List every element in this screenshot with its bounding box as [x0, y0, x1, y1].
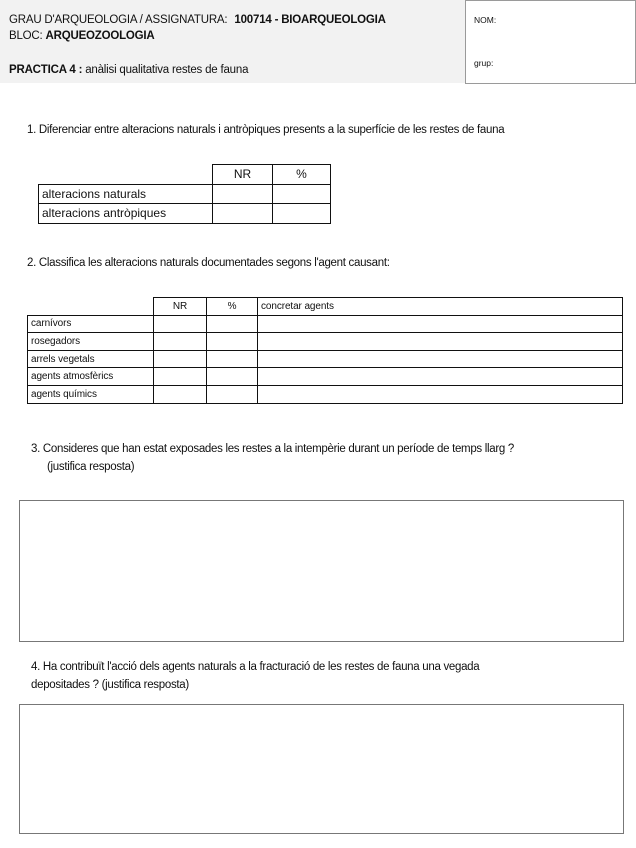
nr-cell[interactable]: [154, 368, 207, 386]
table-header-row: [39, 165, 331, 185]
row-label: alteracions antròpiques: [39, 204, 213, 224]
row-label: rosegadors: [28, 333, 154, 351]
nr-cell[interactable]: [154, 315, 207, 333]
table-row: [28, 315, 623, 333]
agents-cell[interactable]: [258, 385, 623, 403]
table-row: [39, 184, 331, 204]
row-label: agents químics: [28, 385, 154, 403]
question-3-text: 3. Consideres que han estat exposades les restes a la intempèrie durant un període de temps llarg ?: [31, 443, 515, 455]
header-nr: NR: [154, 298, 207, 316]
question-1-text: 1. Diferenciar entre alteracions naturals i antròpiques presents a la superfície de les restes de fauna: [27, 124, 505, 136]
agents-cell[interactable]: [258, 350, 623, 368]
practica-line: [9, 64, 248, 76]
table-header-row: [28, 298, 623, 316]
natural-anthropic-table: [38, 164, 331, 224]
table-row: [28, 333, 623, 351]
nr-cell[interactable]: [213, 204, 273, 224]
percent-cell[interactable]: [207, 350, 258, 368]
row-label: arrels vegetals: [28, 350, 154, 368]
answer-box-3[interactable]: [19, 500, 624, 642]
agents-table: [27, 297, 623, 404]
course-code: 100714 - BIOARQUEOLOGIA: [234, 14, 386, 26]
agents-cell[interactable]: [258, 333, 623, 351]
student-info-box: [465, 0, 636, 84]
table-row: [28, 368, 623, 386]
bloc-value: ARQUEOZOOLOGIA: [45, 30, 155, 42]
practica-value: anàlisi qualitativa restes de fauna: [85, 64, 249, 76]
course-prefix: GRAU D'ARQUEOLOGIA / ASSIGNATURA:: [9, 14, 228, 26]
table-row: [39, 204, 331, 224]
row-label: alteracions naturals: [39, 184, 213, 204]
percent-cell[interactable]: [273, 184, 331, 204]
agents-cell[interactable]: [258, 368, 623, 386]
header-nr: NR: [213, 165, 273, 185]
header-agents: concretar agents: [258, 298, 623, 316]
table-row: [28, 385, 623, 403]
header-percent: %: [273, 165, 331, 185]
nom-label: NOM:: [474, 15, 497, 25]
row-label: agents atmosfèrics: [28, 368, 154, 386]
percent-cell[interactable]: [207, 368, 258, 386]
question-4-note: depositades ? (justifica resposta): [31, 679, 189, 691]
bloc-prefix: BLOC:: [9, 30, 43, 42]
nr-cell[interactable]: [154, 333, 207, 351]
bloc-line: [9, 30, 155, 42]
question-2-text: 2. Classifica les alteracions naturals documentades segons l'agent causant:: [27, 257, 390, 269]
nr-cell[interactable]: [154, 350, 207, 368]
question-4-text: 4. Ha contribuït l'acció dels agents naturals a la fracturació de les restes de fauna una vegada: [31, 661, 480, 673]
nr-cell[interactable]: [154, 385, 207, 403]
answer-box-4[interactable]: [19, 704, 624, 834]
percent-cell[interactable]: [273, 204, 331, 224]
percent-cell[interactable]: [207, 315, 258, 333]
course-line: [9, 14, 386, 26]
row-label: carnívors: [28, 315, 154, 333]
table-row: [28, 350, 623, 368]
grup-label: grup:: [474, 58, 494, 68]
percent-cell[interactable]: [207, 385, 258, 403]
question-3-note: (justifica resposta): [47, 461, 135, 473]
practica-prefix: PRACTICA 4 :: [9, 64, 83, 76]
percent-cell[interactable]: [207, 333, 258, 351]
header-percent: %: [207, 298, 258, 316]
agents-cell[interactable]: [258, 315, 623, 333]
nr-cell[interactable]: [213, 184, 273, 204]
